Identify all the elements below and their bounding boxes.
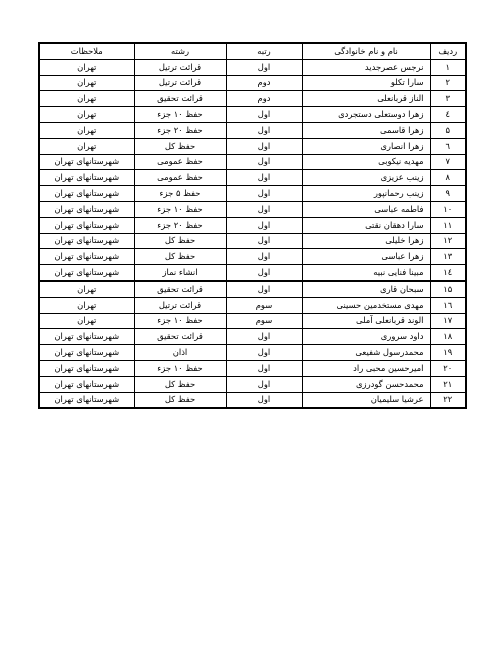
table-row bbox=[39, 91, 466, 107]
row-rank: اول bbox=[226, 233, 302, 249]
row-rank: اول bbox=[226, 59, 302, 75]
row-field: حفظ ۱۰ جزء bbox=[134, 313, 226, 329]
table-row bbox=[39, 313, 466, 329]
row-rank: اول bbox=[226, 360, 302, 376]
row-note: تهران bbox=[39, 75, 134, 91]
row-name: نرجس عصرجدید bbox=[302, 59, 430, 75]
row-field: انشاء نماز bbox=[134, 265, 226, 281]
table-header-row bbox=[39, 43, 466, 59]
row-index: ۲۲ bbox=[430, 392, 466, 408]
row-note: شهرستانهای تهران bbox=[39, 345, 134, 361]
row-note: تهران bbox=[39, 91, 134, 107]
table-row bbox=[39, 217, 466, 233]
row-name: عرشیا سلیمیان bbox=[302, 392, 430, 408]
row-rank: اول bbox=[226, 107, 302, 123]
row-field: حفظ عمومی bbox=[134, 170, 226, 186]
row-note: تهران bbox=[39, 107, 134, 123]
table-row bbox=[39, 186, 466, 202]
row-note: تهران bbox=[39, 122, 134, 138]
row-field: قرائت ترتیل bbox=[134, 297, 226, 313]
row-name: زهرا انصاری bbox=[302, 138, 430, 154]
row-name: الوند قربانعلی آملی bbox=[302, 313, 430, 329]
row-note: شهرستانهای تهران bbox=[39, 170, 134, 186]
row-index: ۸ bbox=[430, 170, 466, 186]
row-rank: اول bbox=[226, 392, 302, 408]
row-name: زهرا خلیلی bbox=[302, 233, 430, 249]
row-name: زینب رحمانپور bbox=[302, 186, 430, 202]
row-rank: اول bbox=[226, 345, 302, 361]
table-row bbox=[39, 265, 466, 281]
row-field: حفظ ۵ جزء bbox=[134, 186, 226, 202]
row-name: محمدرسول شفیعی bbox=[302, 345, 430, 361]
header-index: ردیف bbox=[430, 43, 466, 59]
header-field: رشته bbox=[134, 43, 226, 59]
row-note: شهرستانهای تهران bbox=[39, 154, 134, 170]
row-note: تهران bbox=[39, 313, 134, 329]
row-index: ۱٤ bbox=[430, 265, 466, 281]
row-rank: اول bbox=[226, 329, 302, 345]
row-note: شهرستانهای تهران bbox=[39, 376, 134, 392]
row-note: شهرستانهای تهران bbox=[39, 392, 134, 408]
table-row bbox=[39, 75, 466, 91]
row-name: امیرحسین محبی راد bbox=[302, 360, 430, 376]
header-note: ملاحظات bbox=[39, 43, 134, 59]
row-name: مهدی مستخدمین حسینی bbox=[302, 297, 430, 313]
row-rank: اول bbox=[226, 217, 302, 233]
row-field: قرائت تحقیق bbox=[134, 329, 226, 345]
row-note: شهرستانهای تهران bbox=[39, 233, 134, 249]
row-index: ۲۰ bbox=[430, 360, 466, 376]
row-field: حفظ کل bbox=[134, 233, 226, 249]
table-row bbox=[39, 249, 466, 265]
row-index: ۱ bbox=[430, 59, 466, 75]
table-row bbox=[39, 329, 466, 345]
row-rank: اول bbox=[226, 154, 302, 170]
row-field: حفظ کل bbox=[134, 138, 226, 154]
row-index: ۲ bbox=[430, 75, 466, 91]
row-index: ۵ bbox=[430, 122, 466, 138]
row-field: حفظ ۲۰ جزء bbox=[134, 217, 226, 233]
row-rank: سوم bbox=[226, 297, 302, 313]
table-row bbox=[39, 392, 466, 408]
row-index: ۹ bbox=[430, 186, 466, 202]
row-rank: اول bbox=[226, 170, 302, 186]
row-note: شهرستانهای تهران bbox=[39, 360, 134, 376]
row-note: تهران bbox=[39, 138, 134, 154]
row-note: شهرستانهای تهران bbox=[39, 249, 134, 265]
table-row bbox=[39, 170, 466, 186]
row-rank: دوم bbox=[226, 91, 302, 107]
row-rank: دوم bbox=[226, 75, 302, 91]
table-row bbox=[39, 281, 466, 297]
row-note: شهرستانهای تهران bbox=[39, 201, 134, 217]
row-note: تهران bbox=[39, 281, 134, 297]
row-name: زهرا قاسمی bbox=[302, 122, 430, 138]
row-name: سارا تکلو bbox=[302, 75, 430, 91]
winners-table bbox=[38, 42, 467, 409]
row-field: قرائت ترتیل bbox=[134, 75, 226, 91]
row-field: حفظ ۱۰ جزء bbox=[134, 360, 226, 376]
header-rank: رتبه bbox=[226, 43, 302, 59]
row-rank: اول bbox=[226, 138, 302, 154]
row-rank: اول bbox=[226, 186, 302, 202]
row-index: ۲۱ bbox=[430, 376, 466, 392]
row-name: محمدحسن گودرزی bbox=[302, 376, 430, 392]
row-rank: اول bbox=[226, 265, 302, 281]
table-row bbox=[39, 345, 466, 361]
row-index: ۱۹ bbox=[430, 345, 466, 361]
row-note: تهران bbox=[39, 297, 134, 313]
table-row bbox=[39, 107, 466, 123]
row-note: شهرستانهای تهران bbox=[39, 329, 134, 345]
row-name: الناز قربانعلی bbox=[302, 91, 430, 107]
row-name: سارا دهقان نقتی bbox=[302, 217, 430, 233]
header-name: نام و نام خانوادگی bbox=[302, 43, 430, 59]
table-row bbox=[39, 297, 466, 313]
table-row bbox=[39, 154, 466, 170]
row-field: حفظ کل bbox=[134, 249, 226, 265]
row-name: زهرا عباسی bbox=[302, 249, 430, 265]
table-row bbox=[39, 122, 466, 138]
row-rank: اول bbox=[226, 122, 302, 138]
table-body bbox=[39, 59, 466, 408]
row-rank: اول bbox=[226, 376, 302, 392]
row-rank: اول bbox=[226, 249, 302, 265]
row-index: ۱۵ bbox=[430, 281, 466, 297]
results-sheet bbox=[38, 42, 465, 409]
table-row bbox=[39, 376, 466, 392]
row-index: ۱۰ bbox=[430, 201, 466, 217]
row-field: قرائت تحقیق bbox=[134, 281, 226, 297]
row-name: مبینا فنایی نبیه bbox=[302, 265, 430, 281]
table-row bbox=[39, 138, 466, 154]
row-name: سبحان قاری bbox=[302, 281, 430, 297]
row-field: قرائت تحقیق bbox=[134, 91, 226, 107]
row-index: ۳ bbox=[430, 91, 466, 107]
row-note: شهرستانهای تهران bbox=[39, 186, 134, 202]
row-index: ۷ bbox=[430, 154, 466, 170]
row-field: قرائت ترتیل bbox=[134, 59, 226, 75]
row-note: شهرستانهای تهران bbox=[39, 217, 134, 233]
row-index: ۱۲ bbox=[430, 233, 466, 249]
table-row bbox=[39, 360, 466, 376]
table-row bbox=[39, 201, 466, 217]
row-rank: سوم bbox=[226, 313, 302, 329]
row-index: ٦ bbox=[430, 138, 466, 154]
row-field: حفظ کل bbox=[134, 376, 226, 392]
row-field: حفظ عمومی bbox=[134, 154, 226, 170]
row-name: فاطمه عباسی bbox=[302, 201, 430, 217]
row-name: زهرا دوستعلی دستجردی bbox=[302, 107, 430, 123]
row-name: داود سروری bbox=[302, 329, 430, 345]
row-field: حفظ ۱۰ جزء bbox=[134, 107, 226, 123]
row-field: اذان bbox=[134, 345, 226, 361]
row-field: حفظ ۱۰ جزء bbox=[134, 201, 226, 217]
row-field: حفظ ۲۰ جزء bbox=[134, 122, 226, 138]
row-index: ۱۷ bbox=[430, 313, 466, 329]
row-note: شهرستانهای تهران bbox=[39, 265, 134, 281]
row-name: مهدیه نیکوبی bbox=[302, 154, 430, 170]
row-rank: اول bbox=[226, 281, 302, 297]
row-index: ۱٦ bbox=[430, 297, 466, 313]
row-field: حفظ کل bbox=[134, 392, 226, 408]
table-row bbox=[39, 233, 466, 249]
row-index: ۱۸ bbox=[430, 329, 466, 345]
table-row bbox=[39, 59, 466, 75]
row-name: زینب عزیزی bbox=[302, 170, 430, 186]
row-rank: اول bbox=[226, 201, 302, 217]
row-note: تهران bbox=[39, 59, 134, 75]
row-index: ٤ bbox=[430, 107, 466, 123]
row-index: ۱۳ bbox=[430, 249, 466, 265]
row-index: ۱۱ bbox=[430, 217, 466, 233]
